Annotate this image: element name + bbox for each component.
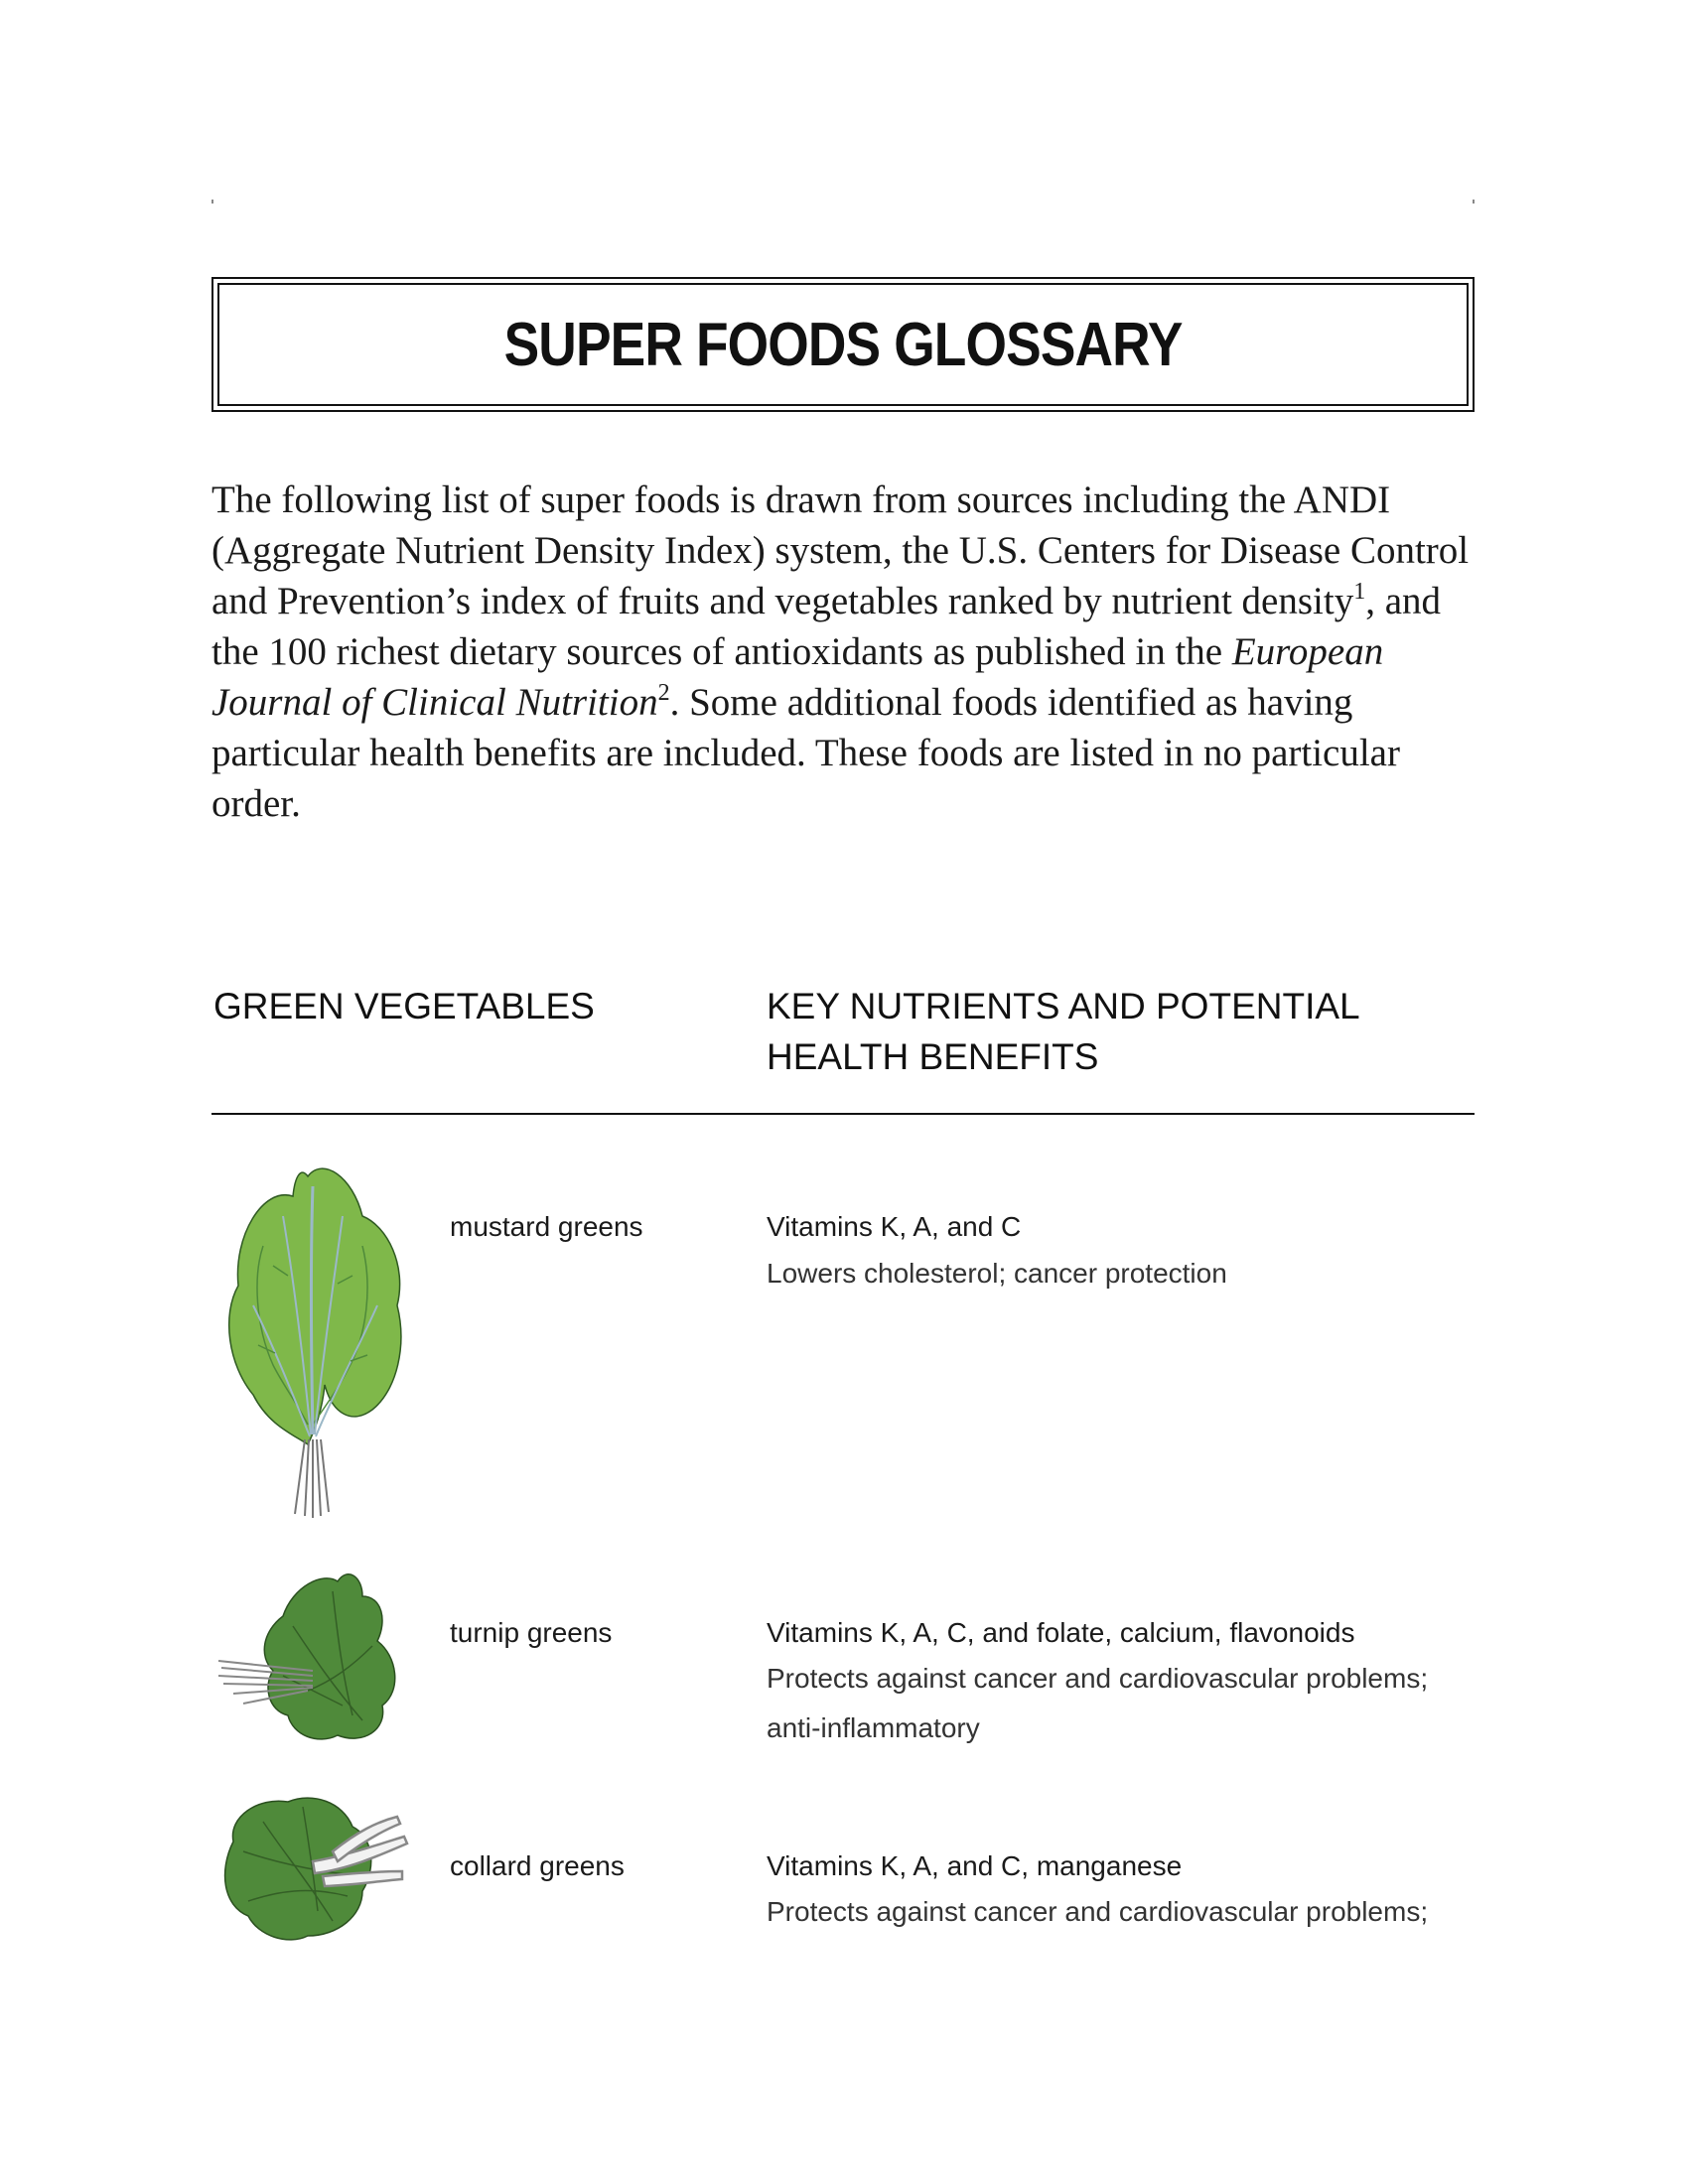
crop-mark-left (211, 200, 213, 204)
item-name: turnip greens (450, 1617, 613, 1648)
intro-text-2: , and the 100 richest dietary sources of antioxidants as published in the (211, 580, 1442, 673)
column-header-vegetables: GREEN VEGETABLES (213, 986, 595, 1026)
item-nutrients: Vitamins K, A, and C, manganese (767, 1850, 1183, 1881)
intro-paragraph (211, 475, 1492, 829)
collard-greens-icon (213, 1792, 412, 1946)
journal-title: European Journal of Clinical Nutrition (211, 630, 1384, 724)
item-nutrients: Vitamins K, A, and C (767, 1211, 1022, 1242)
item-benefits: Protects against cancer and cardiovascular problems; anti-inflammatory (767, 1663, 1429, 1743)
intro-text-3: . Some additional foods identified as having particular health benefits are included. These foods are listed in no particular order. (211, 681, 1400, 825)
page-title: SUPER FOODS GLOSSARY (503, 310, 1183, 379)
item-name: collard greens (450, 1850, 625, 1881)
title-box (211, 277, 1475, 412)
turnip-greens-icon (213, 1567, 412, 1750)
header-divider (211, 1113, 1475, 1115)
mustard-greens-icon (213, 1157, 412, 1519)
item-benefits: Protects against cancer and cardiovascular problems; (767, 1896, 1429, 1927)
item-nutrients: Vitamins K, A, C, and folate, calcium, flavonoids (767, 1617, 1355, 1648)
item-benefits: Lowers cholesterol; cancer protection (767, 1258, 1227, 1289)
footnote-ref-2[interactable]: 2 (657, 680, 670, 706)
footnote-ref-1[interactable]: 1 (1353, 579, 1366, 605)
item-name: mustard greens (450, 1211, 643, 1242)
title-inner-frame (217, 283, 1469, 406)
intro-text-1: The following list of super foods is drawn from sources including the ANDI (Aggregate Nutrient Density Index) system, the U.S. Centers for Disease Control and Prevention’s index of fruits and vegetables ranked by nutrient density (211, 478, 1470, 622)
crop-mark-right (1473, 200, 1475, 204)
column-header-nutrients: KEY NUTRIENTS AND POTENTIAL HEALTH BENEFITS (767, 986, 1359, 1077)
